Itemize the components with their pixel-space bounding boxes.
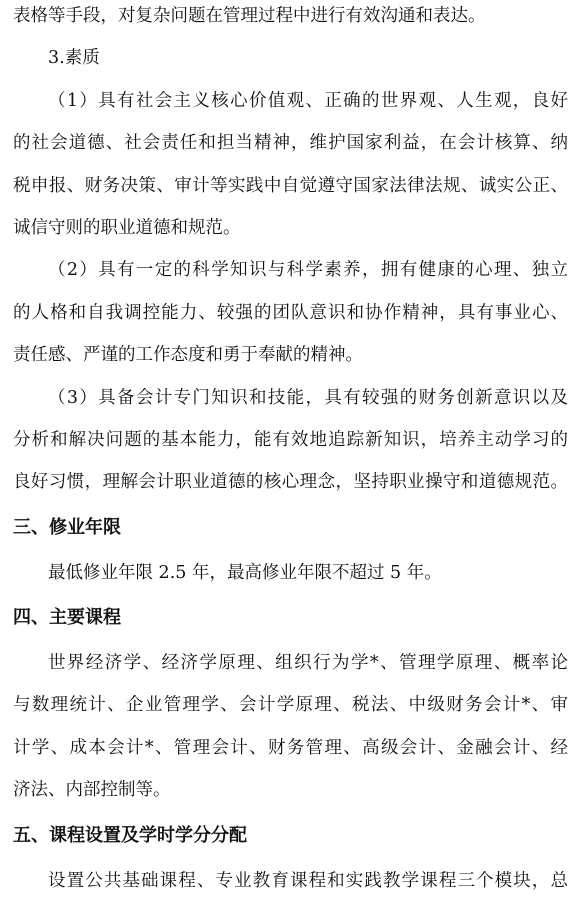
paragraph-line: 表格等手段，对复杂问题在管理过程中进行有效沟通和表达。: [13, 6, 486, 26]
paragraph-line: 的人格和自我调控能力、较强的团队意识和协作精神，具有事业心、: [13, 302, 568, 323]
paragraph-line: 税申报、财务决策、审计等实践中自觉遵守国家法律法规、诚实公正、: [13, 175, 568, 196]
paragraph-line: 分析和解决问题的基本能力，能有效地追踪新知识，培养主动学习的: [13, 429, 568, 450]
paragraph-line: （1）具有社会主义核心价值观、正确的世界观、人生观，良好: [48, 90, 568, 111]
section-heading: 五、课程设置及学时学分分配: [13, 824, 247, 846]
paragraph-line: 与数理统计、企业管理学、会计学原理、税法、中级财务会计*、审: [13, 695, 568, 716]
paragraph-line: 责任感、严谨的工作态度和勇于奉献的精神。: [13, 345, 363, 366]
paragraph-line: （3）具备会计专门知识和技能，具有较强的财务创新意识以及: [48, 387, 568, 408]
paragraph-line: 世界经济学、经济学原理、组织行为学*、管理学原理、概率论: [48, 653, 568, 674]
paragraph-line: 济法、内部控制等。: [13, 780, 171, 801]
paragraph-line: 诚信守则的职业道德和规范。: [13, 217, 241, 238]
section-heading: 四、主要课程: [13, 607, 121, 629]
paragraph-line: 的社会道德、社会责任和担当精神，维护国家利益，在会计核算、纳: [13, 133, 568, 154]
paragraph-line: （2）具有一定的科学知识与科学素养，拥有健康的心理、独立: [48, 260, 568, 281]
paragraph-line: 最低修业年限 2.5 年，最高修业年限不超过 5 年。: [48, 562, 442, 583]
paragraph-line: 计学、成本会计*、管理会计、财务管理、高级会计、金融会计、经: [13, 737, 568, 758]
paragraph-line: 设置公共基础课程、专业教育课程和实践教学课程三个模块，总: [48, 870, 568, 891]
subsection-title: 3.素质: [48, 48, 100, 69]
paragraph-line: 良好习惯，理解会计职业道德的核心理念，坚持职业操守和道德规范。: [13, 472, 568, 493]
section-heading: 三、修业年限: [13, 516, 121, 538]
